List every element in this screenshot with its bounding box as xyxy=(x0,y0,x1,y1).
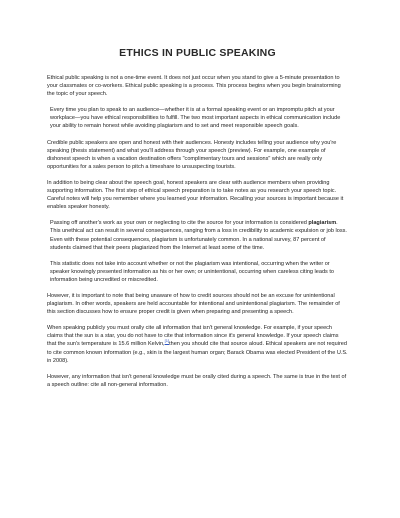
paragraph: Credible public speakers are open and honest with their audiences. Honesty includes telling your audience why you're speaking (thesis statement) and what you'll address through your speech (preview). For example, one example of dishonest speech is when a vacation destination offers "complimentary tours and sessions" which are really only opportunities for a sales person to pitch a timeshare to unsuspecting tourists. xyxy=(47,139,337,170)
paragraph-text: then you should cite that source aloud. Ethical speakers are not required to cite common known information (e.g., skin is the largest human organ; Barack Obama was elected President of the U.S. in 2008). xyxy=(47,341,348,364)
document-title: ETHICS IN PUBLIC SPEAKING xyxy=(119,47,276,59)
paragraph-text: Passing off another's work as your own or neglecting to cite the source for your information is considered xyxy=(50,220,307,227)
paragraph: However, any information that isn't general knowledge must be orally cited during a speech. The same is true in the text of a speech outline: cite all non-general information. xyxy=(47,373,347,388)
paragraph: However, it is important to note that being unaware of how to credit sources should not be an excuse for unintentional plagiarism. In other words, speakers are held accountable for intentional and unintentional plagiarism. The remainder of this section discusses how to ensure proper credit is given when preparing and presenting a speech. xyxy=(47,292,340,316)
paragraph xyxy=(47,324,348,364)
footnote-link[interactable]: [1] xyxy=(164,338,170,344)
paragraph-text: When speaking publicly you must orally cite all information that isn't general knowledge. For example, if your speech claims that the sun is a star, you do not have to cite that information since it's general knowledge. If your speech claims that the sun's temperature is 15.6 million Kelvin, xyxy=(47,325,339,348)
paragraph: Every time you plan to speak to an audience—whether it is at a formal speaking event or an impromptu pitch at your workplace—you have ethical responsibilities to fulfill. The two most important aspects in ethical communication include your ability to remain honest while avoiding plagiarism and to set and meet responsible speech goals. xyxy=(50,107,341,130)
document-body xyxy=(47,74,348,389)
paragraph-text: . This unethical act can result in several consequences, ranging from a loss in credibility to academic expulsion or job loss. Even with these potential consequences, plagiarism is unfortunately common. In a national survey, 87 percent of students claimed that their peers plagiarized from the Internet at least some of the time. xyxy=(50,220,347,251)
paragraph: Ethical public speaking is not a one-time event. It does not just occur when you stand to give a 5-minute presentation to your classmates or co-workers. Ethical public speaking is a process. This process begins when you begin brainstorming the topic of your speech. xyxy=(47,75,341,98)
bold-term: plagiarism xyxy=(308,220,337,227)
paragraph: This statistic does not take into account whether or not the plagiarism was intentional, occurring when the writer or speaker knowingly presented information as his or her own; or unintentional, occurring when careless citing leads to information being uncredited or miscredited. xyxy=(50,260,334,283)
paragraph: In addition to being clear about the speech goal, honest speakers are clear with audience members when providing supporting information. The first step of ethical speech preparation is to take notes as you research your speech topic. Careful notes will help you remember where you learned your information. Recalling your sources is important because it enables speaker honesty. xyxy=(47,179,344,211)
paragraph xyxy=(47,219,348,251)
